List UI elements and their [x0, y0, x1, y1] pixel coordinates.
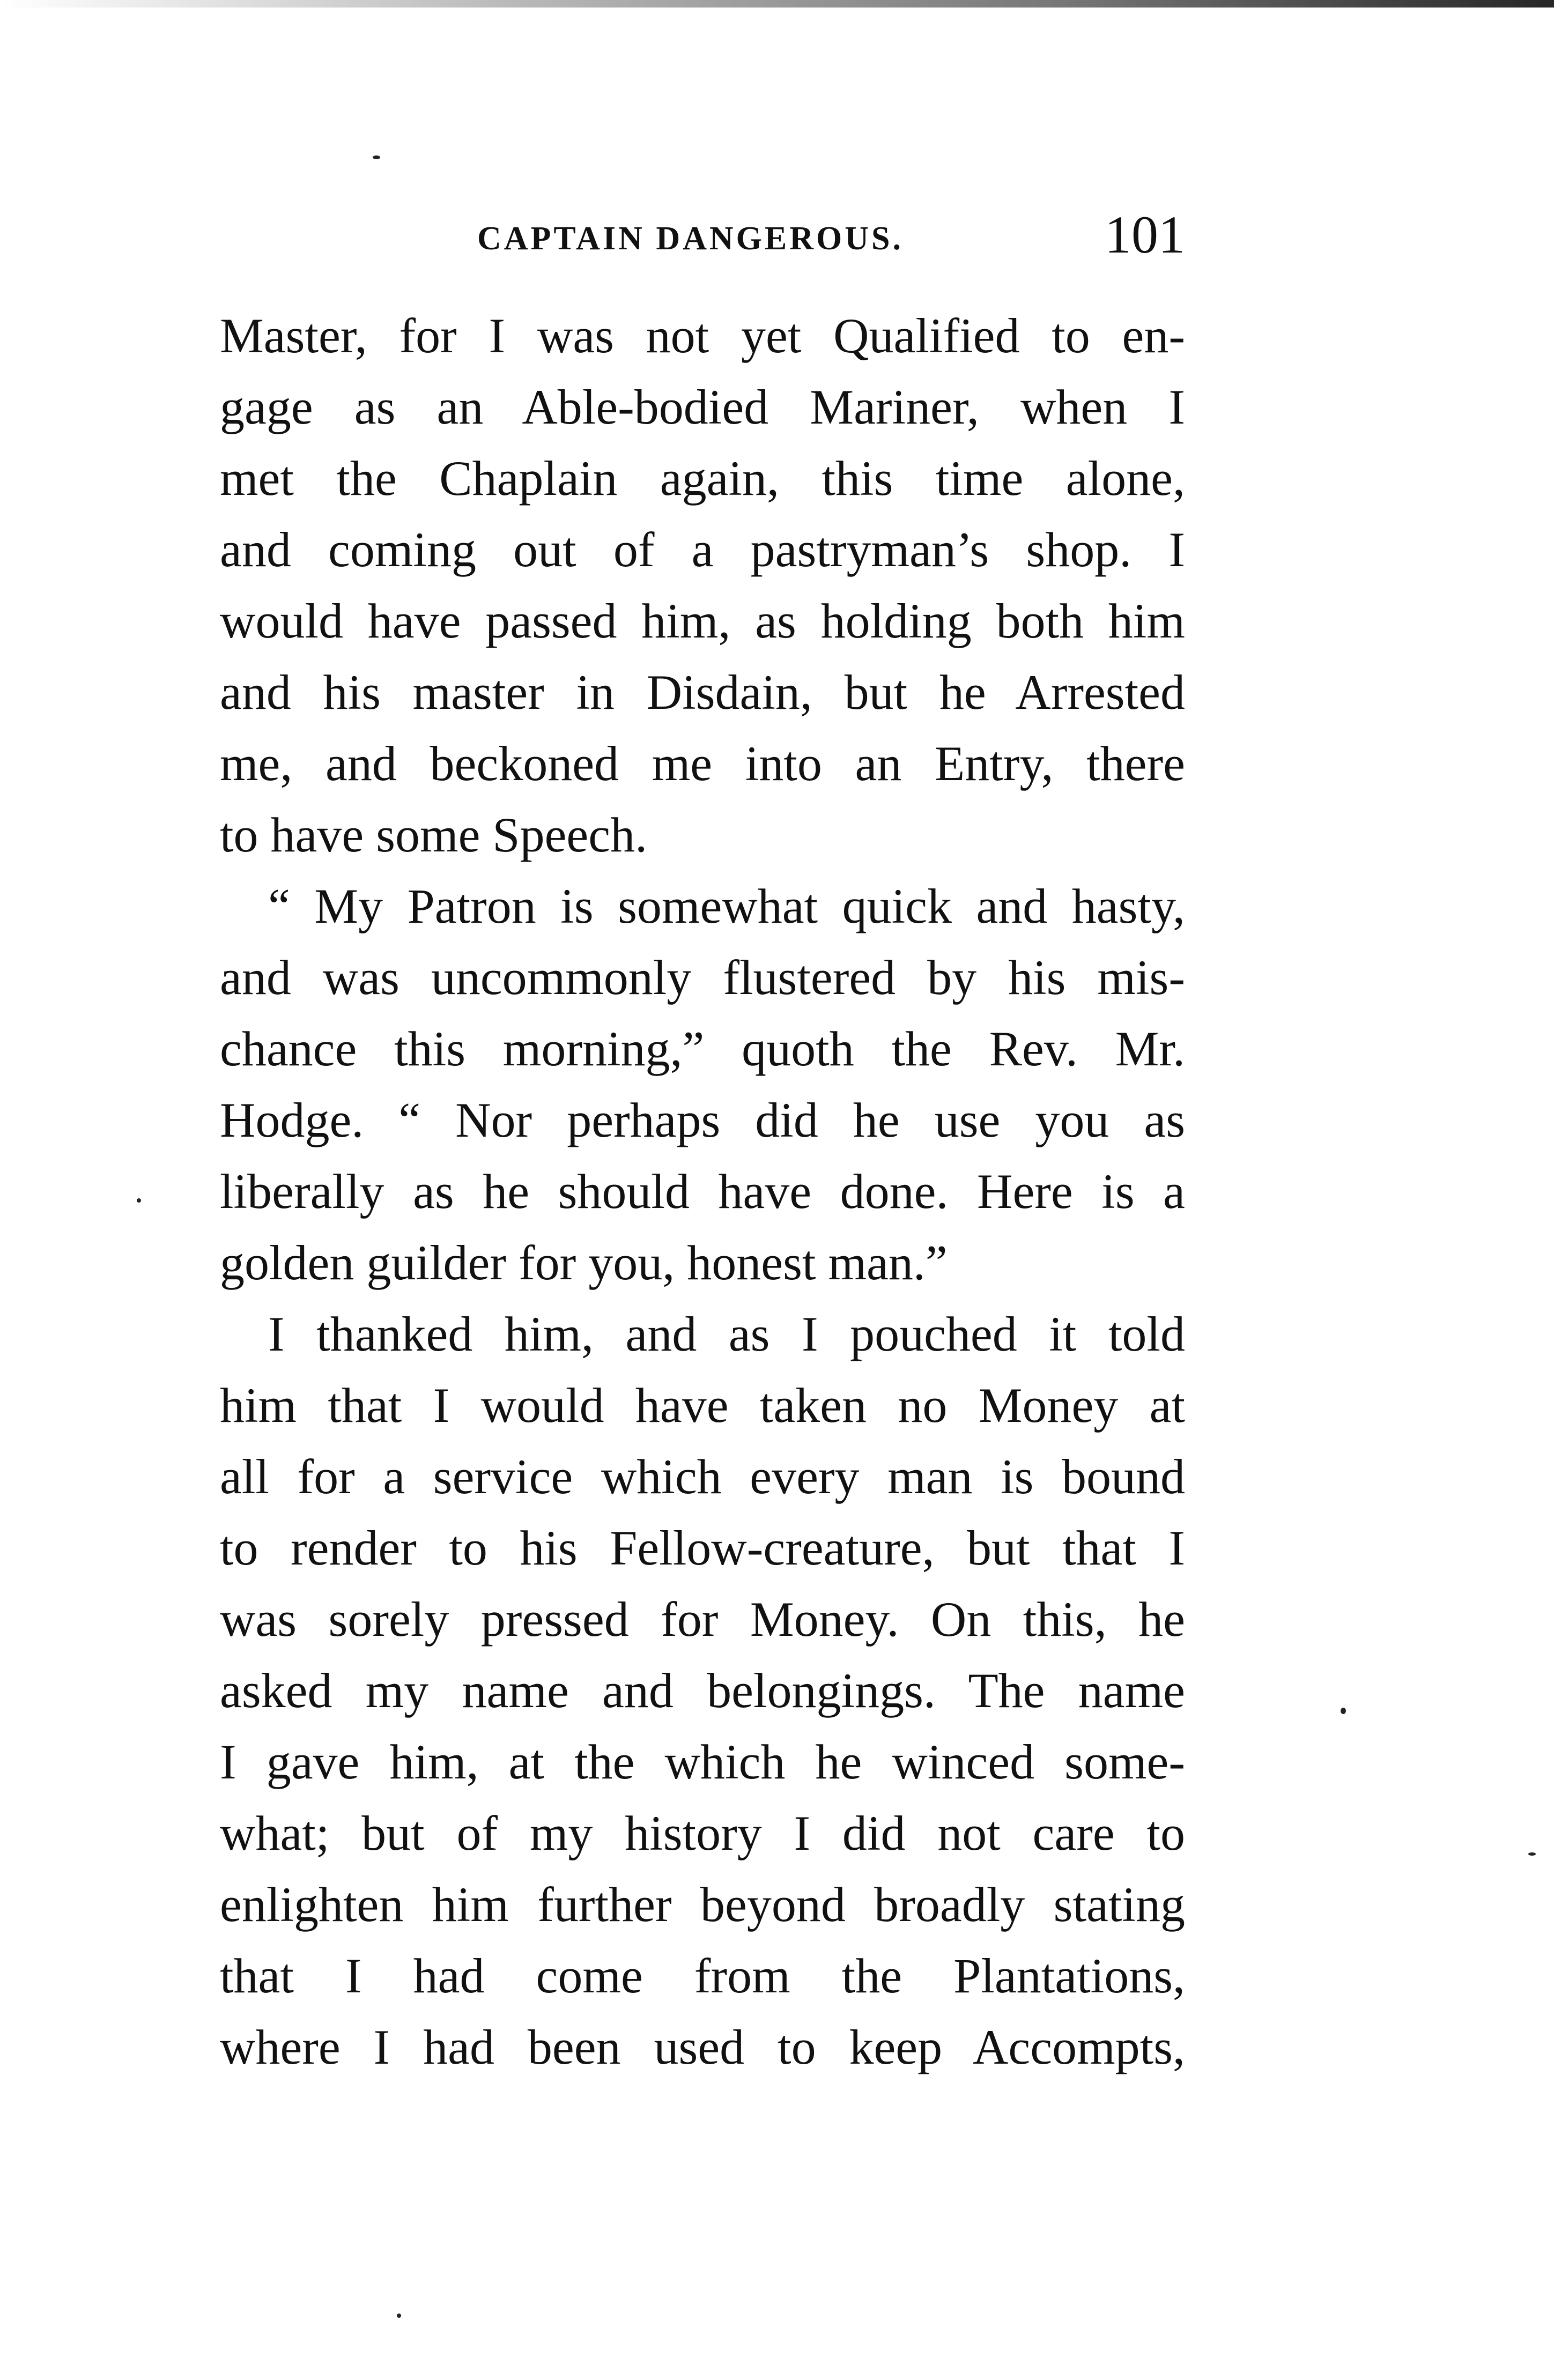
text-line: to have some Speech. — [220, 807, 648, 862]
running-head — [220, 204, 1185, 263]
text-line: gage as an Able-bodied Mariner, when I — [220, 380, 1185, 434]
scan-speck — [1528, 1852, 1536, 1856]
text-line: to render to his Fellow-creature, but that I — [220, 1521, 1185, 1575]
scan-edge-shadow — [0, 0, 1554, 8]
text-line: Master, for I was not yet Qualified to en- — [220, 308, 1185, 363]
text-line: would have passed him, as holding both him — [220, 594, 1185, 648]
text-line: where I had been used to keep Accompts, — [220, 2020, 1185, 2074]
text-line: I thanked him, and as I pouched it told — [268, 1307, 1185, 1361]
text-line: all for a service which every man is bound — [220, 1449, 1185, 1504]
scan-speck — [137, 1198, 141, 1203]
text-line: him that I would have taken no Money at — [220, 1378, 1185, 1433]
text-line: and was uncommonly flustered by his mis- — [220, 950, 1185, 1005]
scan-speck — [1341, 1708, 1346, 1714]
text-line: was sorely pressed for Money. On this, he — [220, 1592, 1185, 1647]
text-line: me, and beckoned me into an Entry, there — [220, 736, 1185, 791]
running-title: CAPTAIN DANGEROUS. — [477, 220, 904, 257]
text-line: that I had come from the Plantations, — [220, 1948, 1185, 2003]
text-line: and his master in Disdain, but he Arrested — [220, 665, 1185, 720]
text-line: golden guilder for you, honest man.” — [220, 1235, 948, 1290]
text-line: what; but of my history I did not care to — [220, 1806, 1185, 1860]
text-line: “ My Patron is somewhat quick and hasty, — [268, 879, 1185, 933]
body-text — [220, 300, 1185, 2083]
text-line: chance this morning,” quoth the Rev. Mr. — [220, 1021, 1185, 1076]
scan-speck — [397, 2314, 401, 2318]
scan-speck — [373, 155, 380, 159]
text-line: met the Chaplain again, this time alone, — [220, 451, 1185, 506]
text-line: liberally as he should have done. Here is a — [220, 1164, 1185, 1219]
text-line: enlighten him further beyond broadly stating — [220, 1877, 1185, 1932]
text-line: Hodge. “ Nor perhaps did he use you as — [220, 1093, 1185, 1147]
text-line: asked my name and belongings. The name — [220, 1663, 1185, 1718]
page-number: 101 — [1105, 205, 1185, 264]
text-line: and coming out of a pastryman’s shop. I — [220, 522, 1185, 577]
text-line: I gave him, at the which he winced some- — [220, 1734, 1185, 1789]
